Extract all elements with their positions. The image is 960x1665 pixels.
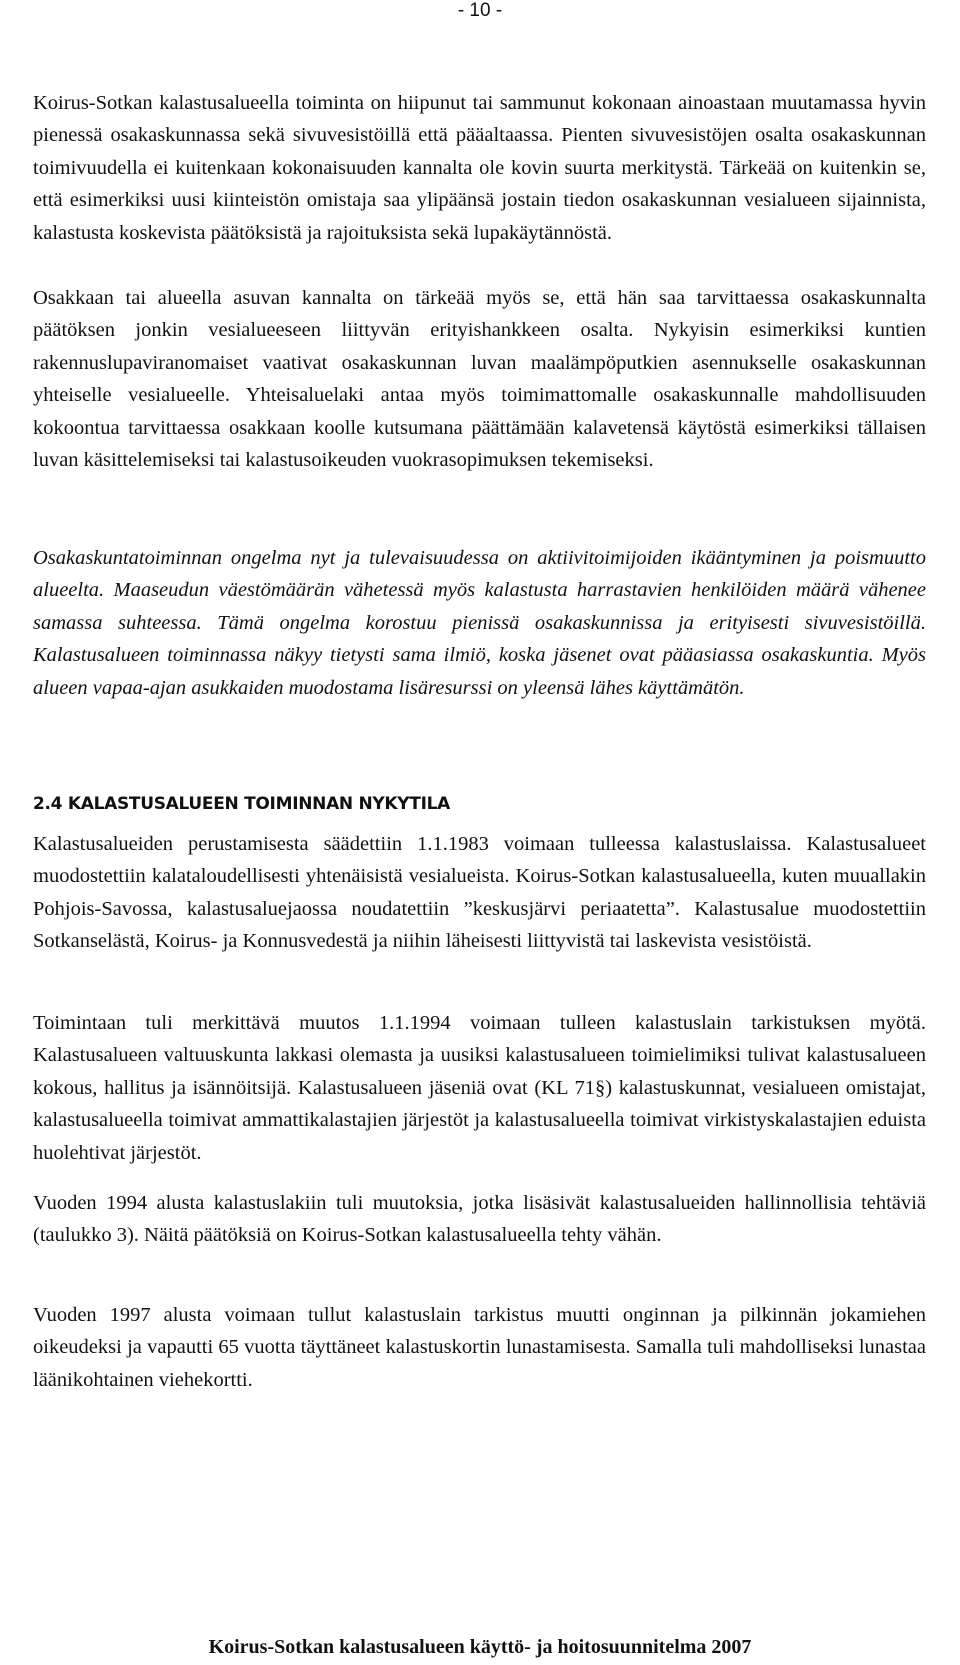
paragraph-3: Osakaskuntatoiminnan ongelma nyt ja tulevaisuudessa on aktiivitoimijoiden ikääntyminen ja poismuutto alueelta. Maaseudun väestömäärän vähetessä myös kalastusta harrastavien henkilöiden määrä vähenee samassa suhteessa. Tämä ongelma korostuu pienissä osakaskunnissa ja erityisesti sivuvesistöillä. Kalastusalueen toiminnassa näkyy tietysti sama ilmiö, koska jäsenet ovat pääasiassa osakaskuntia. Myös alueen vapaa-ajan asukkaiden muodostama lisäresurssi on yleensä lähes käyttämätön. [33, 547, 926, 699]
paragraph-5: Toimintaan tuli merkittävä muutos 1.1.1994 voimaan tulleen kalastuslain tarkistuksen myötä. Kalastusalueen valtuuskunta lakkasi olemasta ja uusiksi kalastusalueen toimielimiksi tulivat kalastusalueen kokous, hallitus ja isännöitsijä. Kalastusalueen jäseniä ovat (KL 71§) kalastuskunnat, vesialueen omistajat, kalastusalueella toimivat ammattikalastajien järjestöt ja kalastusalueella toimivat virkistyskalastajien eduista huolehtivat järjestöt. [33, 1012, 926, 1164]
paragraph-6: Vuoden 1994 alusta kalastuslakiin tuli muutoksia, jotka lisäsivät kalastusalueiden hallinnollisia tehtäviä (taulukko 3). Näitä päätöksiä on Koirus-Sotkan kalastusalueella tehty vähän. [33, 1192, 926, 1247]
paragraph-4: Kalastusalueiden perustamisesta säädettiin 1.1.1983 voimaan tulleessa kalastuslaissa. Kalastusalueet muodostettiin kalataloudellisesti yhtenäisistä vesialueista. Koirus-Sotkan kalastusalueella, kuten muuallakin Pohjois-Savossa, kalastusaluejaossa noudatettiin ”keskusjärvi periaatetta”. Kalastusalue muodostettiin Sotkanselästä, Koirus- ja Konnusvedestä ja niihin läheisesti liittyvistä tai laskevista vesistöistä. [33, 833, 926, 953]
section-heading: 2.4 KALASTUSALUEEN TOIMINNAN NYKYTILA [33, 794, 451, 814]
paragraph-2: Osakkaan tai alueella asuvan kannalta on tärkeää myös se, että hän saa tarvittaessa osakaskunnalta päätöksen jonkin vesialueeseen liittyvän erityishankkeen osalta. Nykyisin esimerkiksi kuntien rakennuslupaviranomaiset vaativat osakaskunnan luvan maalämpöputkien asennukselle osakaskunnan yhteiselle vesialueelle. Yhteisaluelaki antaa myös toimimattomalle osakaskunnalle mahdollisuuden kokoontua tarvittaessa osakkaan koolle kutsumana päättämään kalavetensä käytöstä esimerkiksi tällaisen luvan käsittelemiseksi tai kalastusoikeuden vuokrasopimuksen tekemiseksi. [33, 287, 926, 472]
page-footer: Koirus-Sotkan kalastusalueen käyttö- ja hoitosuunnitelma 2007 [208, 1636, 752, 1658]
paragraph-7: Vuoden 1997 alusta voimaan tullut kalastuslain tarkistus muutti onginnan ja pilkinnän jokamiehen oikeudeksi ja vapautti 65 vuotta täyttäneet kalastuskortin lunastamisesta. Samalla tuli mahdolliseksi lunastaa läänikohtainen viehekortti. [33, 1304, 926, 1391]
page-number: - 10 - [457, 0, 503, 21]
paragraph-1: Koirus-Sotkan kalastusalueella toiminta on hiipunut tai sammunut kokonaan ainoastaan muutamassa hyvin pienessä osakaskunnassa sekä sivuvesistöillä että pääaltaassa. Pienten sivuvesistöjen osalta osakaskunnan toimivuudella ei kuitenkaan kokonaisuuden kannalta ole kovin suurta merkitystä. Tärkeää on kuitenkin se, että esimerkiksi uusi kiinteistön omistaja saa ylipäänsä jostain tiedon osakaskunnan vesialueen sijainnista, kalastusta koskevista päätöksistä ja rajoituksista sekä lupakäytännöstä. [33, 92, 926, 244]
